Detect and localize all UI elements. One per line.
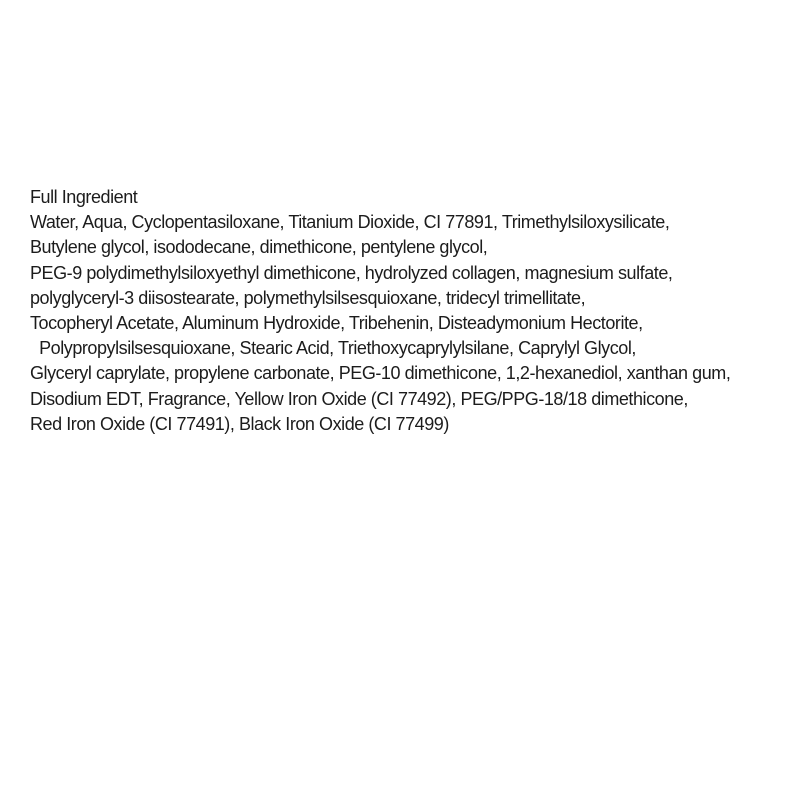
ingredient-line: PEG-9 polydimethylsiloxyethyl dimethicone, hydrolyzed collagen, magnesium sulfate, (30, 262, 673, 283)
ingredient-line: Tocopheryl Acetate, Aluminum Hydroxide, Tribehenin, Disteadymonium Hectorite, (30, 313, 643, 334)
ingredient-line: Water, Aqua, Cyclopentasiloxane, Titanium Dioxide, CI 77891, Trimethylsiloxysilicate, (30, 212, 670, 233)
ingredient-line: Polypropylsilsesquioxane, Stearic Acid, Triethoxycaprylylsilane, Caprylyl Glycol, (30, 338, 636, 359)
ingredient-line: Butylene glycol, isododecane, dimethicone, pentylene glycol, (30, 237, 488, 258)
ingredient-line: Red Iron Oxide (CI 77491), Black Iron Oxide (CI 77499) (30, 413, 449, 434)
ingredient-line: Disodium EDT, Fragrance, Yellow Iron Oxide (CI 77492), PEG/PPG-18/18 dimethicone, (30, 388, 688, 409)
ingredient-line: Glyceryl caprylate, propylene carbonate, PEG-10 dimethicone, 1,2-hexanediol, xanthan gum, (30, 363, 731, 384)
ingredients-text-block (30, 185, 800, 437)
ingredients-title: Full Ingredient (30, 187, 138, 207)
ingredient-line: polyglyceryl-3 diisostearate, polymethylsilsesquioxane, tridecyl trimellitate, (30, 287, 586, 308)
